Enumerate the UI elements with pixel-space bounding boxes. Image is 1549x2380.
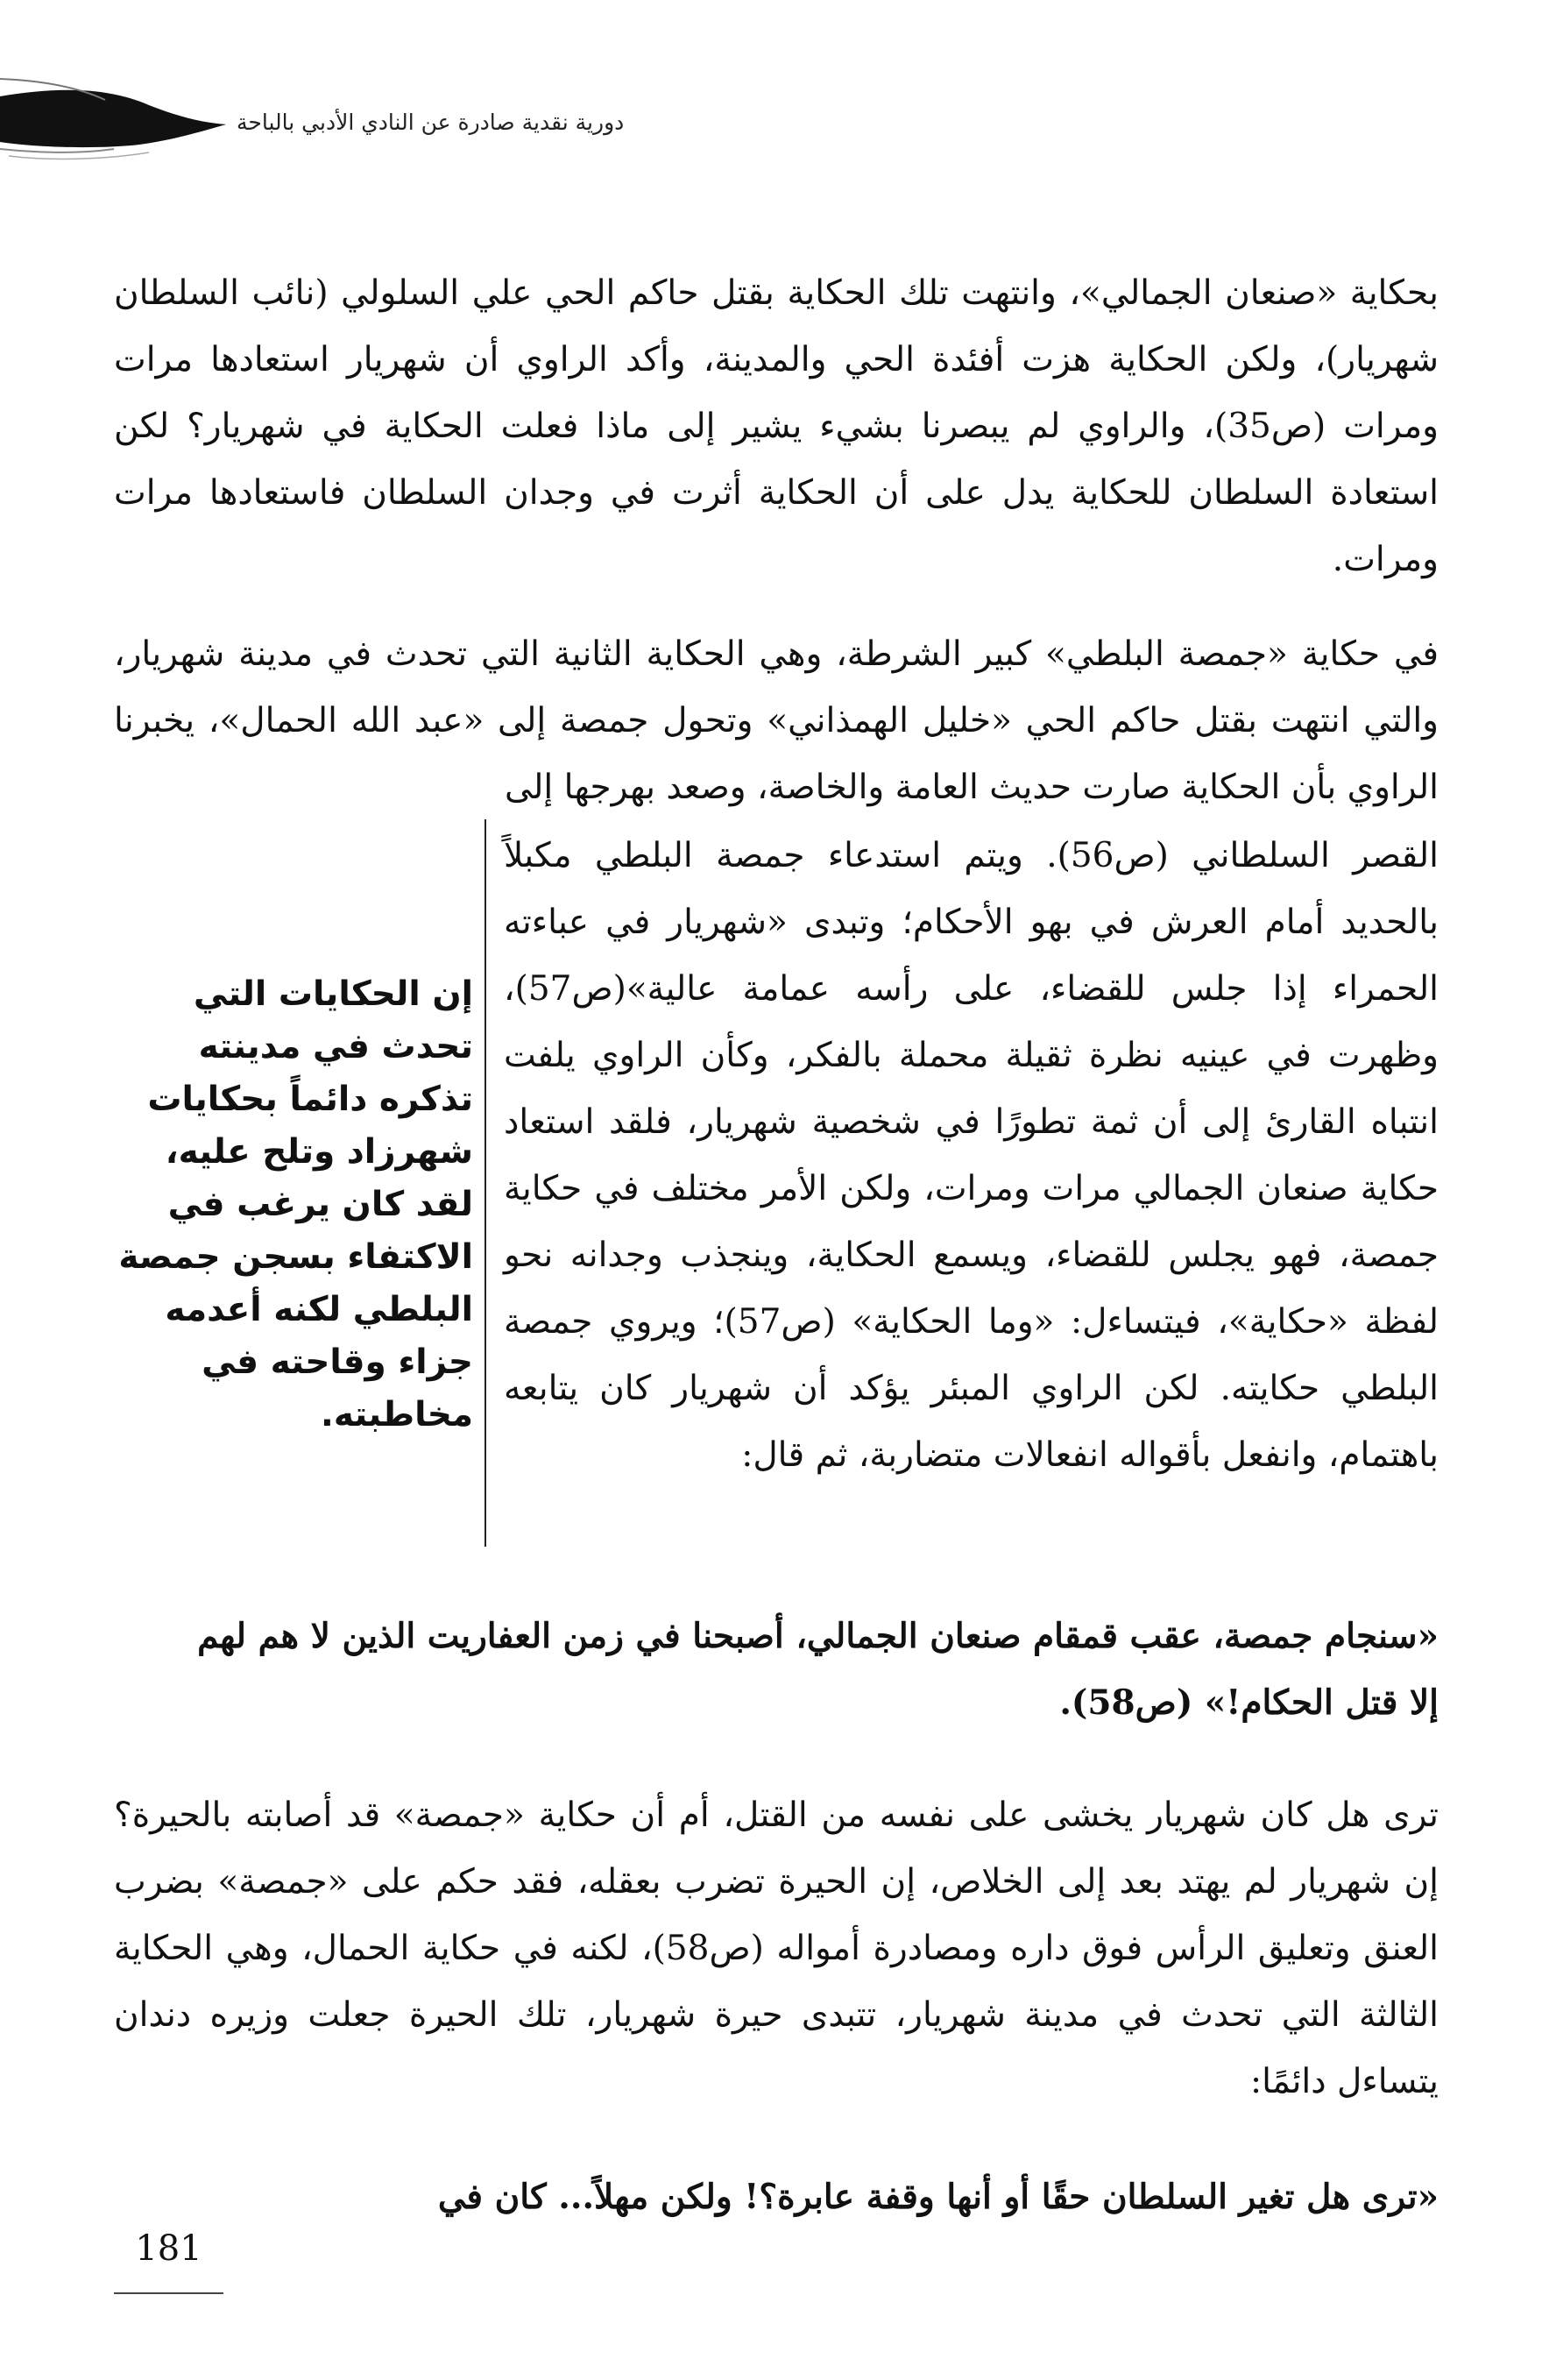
block-quote-2: «ترى هل تغير السلطان حقًا أو أنها وقفة عابرة؟! ولكن مهلاً... كان في [437, 2177, 1439, 2217]
paragraph-1: بحكاية «صنعان الجمالي»، وانتهت تلك الحكاية بقتل حاكم الحي علي السلولي (نائب السلطان شهريار)، ولكن الحكاية هزت أفئدة الحي والمدينة، وأكد الراوي أن شهريار استعادها مرات ومرات (ص35)، والراوي لم يبصرنا بشيء يشير إلى ماذا فعلت الحكاية في شهريار؟ لكن استعادة السلطان للحكاية يدل على أن الحكاية أثرت في وجدان السلطان فاستعادها مرات ومرات. [114, 273, 1439, 579]
block-quote-1: «سنجام جمصة، عقب قمقام صنعان الجمالي، أصبحنا في زمن العفاريت الذين لا هم لهم إلا قتل الحكام!» (ص58). [197, 1616, 1439, 1723]
paragraph-3: ترى هل كان شهريار يخشى على نفسه من القتل، أم أن حكاية «جمصة» قد أصابته بالحيرة؟ إن شهريار لم يهتد بعد إلى الخلاص، إن الحيرة تضرب بعقله، فقد حكم على «جمصة» بضرب العنق وتعليق الرأس فوق داره ومصادرة أمواله (ص58)، لكنه في حكاية الحمال، وهي الحكاية الثالثة التي تحدث في مدينة شهريار، تتبدى حيرة شهريار، تلك الحيرة جعلت وزيره دندان يتساءل دائمًا: [114, 1796, 1439, 2101]
footer-divider [114, 2292, 223, 2294]
journal-title: دورية نقدية صادرة عن النادي الأدبي بالباحة [237, 110, 625, 135]
brush-stroke-icon [0, 61, 228, 166]
page-number: 181 [135, 2228, 202, 2269]
paragraph-2: في حكاية «جمصة البلطي» كبير الشرطة، وهي الحكاية الثانية التي تحدث في مدينة شهريار، والتي انتهت بقتل حاكم الحي «خليل الهمذاني» وتحول جمصة إلى «عبد الله الحمال»، يخبرنا الراوي بأن الحكاية صارت حديث العامة والخاصة، وصعد بهرجها إلى [114, 634, 1439, 807]
paragraph-2-continued: القصر السلطاني (ص56). ويتم استدعاء جمصة البلطي مكبلاً بالحديد أمام العرش في بهو الأحكام؛ وتبدى «شهريار في عباءته الحمراء إذا جلس للقضاء، على رأسه عمامة عالية»(ص57)، وظهرت في عينيه نظرة ثقيلة محملة بالفكر، وكأن الراوي يلفت انتباه القارئ إلى أن ثمة تطورًا في شخصية شهريار، فلقد استعاد حكاية صنعان الجمالي مرات ومرات، ولكن الأمر مختلف في حكاية جمصة، فهو يجلس للقضاء، ويسمع الحكاية، وينجذب وجدانه نحو لفظة «حكاية»، فيتساءل: «وما الحكاية» (ص57)؛ ويروي جمصة البلطي حكايته. لكن الراوي المبئر يؤكد أن شهريار كان يتابعه باهتمام، وانفعل بأقواله انفعالات متضاربة، ثم قال: [504, 836, 1439, 1475]
pull-quote-divider [485, 819, 486, 1547]
pull-quote: إن الحكايات التي تحدث في مدينته تذكره دائماً بحكايات شهرزاد وتلح عليه، لقد كان يرغب في الاكتفاء بسجن جمصة البلطي لكنه أعدمه جزاء وقاحته في مخاطبته. [118, 974, 473, 1434]
